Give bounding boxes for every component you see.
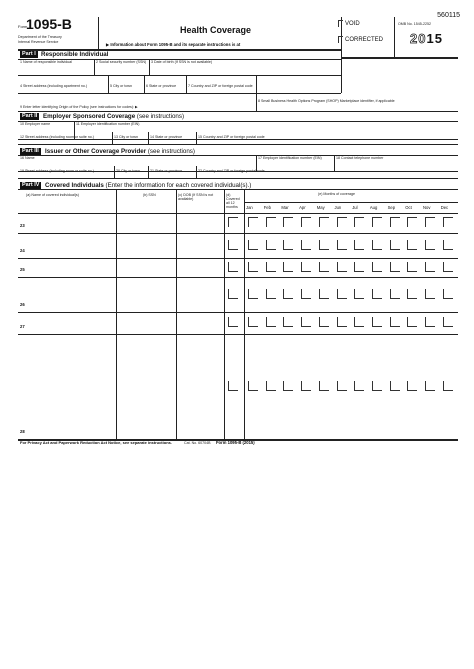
part2-title-sub: (see instructions) (136, 113, 185, 120)
row-number-26: 26 (20, 302, 25, 307)
column-line (116, 189, 117, 439)
month-checkbox-feb[interactable] (266, 240, 276, 250)
month-checkbox-may[interactable] (319, 381, 329, 391)
part3-title-main: Issuer or Other Coverage Provider (45, 148, 147, 155)
month-checkbox-nov[interactable] (425, 240, 435, 250)
month-header-jun: Jun (334, 205, 342, 210)
month-header-nov: Nov (423, 205, 431, 210)
covered-all-12-checkbox[interactable] (228, 240, 238, 250)
row-number-28: 28 (20, 429, 25, 434)
month-checkbox-feb[interactable] (266, 217, 276, 227)
part1-title: Responsible Individual (41, 51, 109, 58)
month-checkbox-sep[interactable] (390, 381, 400, 391)
month-checkbox-aug[interactable] (372, 317, 382, 327)
dept-line2: Internal Revenue Service (18, 40, 59, 44)
month-checkbox-jan[interactable] (248, 240, 258, 250)
field-8-label: 8 Small Business Health Options Program (SHOP) Marketplace identifier, if applicable (258, 99, 395, 103)
month-checkbox-jun[interactable] (337, 381, 347, 391)
month-checkbox-mar[interactable] (283, 240, 293, 250)
tax-year-suffix: 15 (426, 31, 443, 46)
month-checkbox-apr[interactable] (301, 240, 311, 250)
month-checkbox-dec[interactable] (443, 289, 453, 299)
month-checkbox-apr[interactable] (301, 317, 311, 327)
month-checkbox-aug[interactable] (372, 289, 382, 299)
month-checkbox-jan[interactable] (248, 289, 258, 299)
month-checkbox-feb[interactable] (266, 317, 276, 327)
month-checkbox-aug[interactable] (372, 217, 382, 227)
corrected-checkbox[interactable] (338, 36, 343, 43)
month-header-oct: Oct (405, 205, 412, 210)
field-17-label: 17 Employer identification number (EIN) (258, 156, 322, 160)
month-checkbox-dec[interactable] (443, 217, 453, 227)
part1-label: Part I (22, 51, 36, 57)
row-divider (18, 312, 458, 313)
month-checkbox-jun[interactable] (337, 289, 347, 299)
tax-year (410, 32, 443, 45)
month-checkbox-nov[interactable] (425, 317, 435, 327)
month-checkbox-apr[interactable] (301, 217, 311, 227)
month-checkbox-mar[interactable] (283, 289, 293, 299)
month-header-aug: Aug (369, 205, 378, 210)
month-checkbox-may[interactable] (319, 262, 329, 272)
month-checkbox-aug[interactable] (372, 240, 382, 250)
part3-label: Part III (22, 148, 39, 154)
covered-all-12-checkbox[interactable] (228, 317, 238, 327)
void-label: VOID (345, 21, 360, 27)
month-checkbox-dec[interactable] (443, 240, 453, 250)
row-number-23: 23 (20, 223, 25, 228)
part4-title-main: Covered Individuals (45, 182, 104, 189)
field-16-label: 16 Name (20, 156, 35, 160)
covered-all-12-checkbox[interactable] (228, 217, 238, 227)
month-checkbox-aug[interactable] (372, 381, 382, 391)
month-checkbox-nov[interactable] (425, 381, 435, 391)
part3-title-sub: (see instructions) (147, 148, 195, 155)
month-checkbox-jul[interactable] (354, 262, 364, 272)
month-checkbox-may[interactable] (319, 289, 329, 299)
month-checkbox-nov[interactable] (425, 262, 435, 272)
form-title: Health Coverage (180, 25, 252, 35)
month-checkbox-jul[interactable] (354, 289, 364, 299)
month-checkbox-dec[interactable] (443, 317, 453, 327)
tax-year-prefix: 20 (410, 31, 427, 46)
month-checkbox-mar[interactable] (283, 381, 293, 391)
column-line (176, 189, 177, 439)
field-22-label: 22 Country and ZIP or foreign postal code (198, 169, 265, 173)
month-checkbox-sep[interactable] (390, 262, 400, 272)
field-11-label: 11 Employer identification number (EIN) (76, 122, 140, 126)
part4-title (45, 182, 251, 189)
month-checkbox-dec[interactable] (443, 262, 453, 272)
month-checkbox-jul[interactable] (354, 381, 364, 391)
month-header-jan: Jan (246, 205, 253, 210)
col-b-header: (b) SSN (143, 193, 156, 197)
month-checkbox-oct[interactable] (407, 381, 417, 391)
month-checkbox-oct[interactable] (407, 217, 417, 227)
covered-all-12-checkbox[interactable] (228, 262, 238, 272)
field-21-label: 21 State or province (150, 169, 183, 173)
month-checkbox-mar[interactable] (283, 317, 293, 327)
omb-number: OMB No. 1545-2252 (398, 22, 431, 26)
month-checkbox-jun[interactable] (337, 240, 347, 250)
part3-title (45, 148, 195, 155)
month-header-feb: Feb (263, 205, 271, 210)
part4-label: Part IV (22, 182, 40, 188)
month-header-dec: Dec (440, 205, 449, 210)
month-checkbox-jul[interactable] (354, 217, 364, 227)
month-header-jul: Jul (352, 205, 358, 210)
row-number-24: 24 (20, 248, 25, 253)
row-divider (18, 277, 458, 278)
dept-line1: Department of the Treasury (18, 35, 62, 39)
form-id-number: 560115 (437, 12, 460, 19)
field-12-label: 12 Street address (including room or suite no.) (20, 135, 94, 139)
row-number-27: 27 (20, 324, 25, 329)
covered-all-12-checkbox[interactable] (228, 289, 238, 299)
form-word: Form (18, 24, 28, 29)
field-10-label: 10 Employer name (20, 122, 51, 126)
col-c-header: (c) DOB (If SSN is not available) (178, 193, 214, 201)
field-15-label: 15 Country and ZIP or foreign postal code (198, 135, 265, 139)
month-checkbox-apr[interactable] (301, 262, 311, 272)
month-checkbox-oct[interactable] (407, 262, 417, 272)
part2-title-main: Employer Sponsored Coverage (43, 113, 136, 120)
month-header-apr: Apr (299, 205, 306, 210)
month-checkbox-jun[interactable] (337, 262, 347, 272)
cat-number: Cat. No. 60704B (184, 441, 211, 445)
col-e-header: (e) Months of coverage (318, 192, 355, 196)
month-header-mar: Mar (281, 205, 289, 210)
row-divider (18, 258, 458, 259)
month-checkbox-nov[interactable] (425, 217, 435, 227)
field-1-label: 1 Name of responsible individual (20, 60, 72, 64)
field-3-label: 3 Date of birth (If SSN is not available) (151, 60, 213, 64)
month-checkbox-dec[interactable] (443, 381, 453, 391)
void-checkbox[interactable] (338, 20, 343, 27)
month-checkbox-jan[interactable] (248, 262, 258, 272)
month-checkbox-aug[interactable] (372, 262, 382, 272)
month-checkbox-apr[interactable] (301, 381, 311, 391)
covered-all-12-checkbox[interactable] (228, 381, 238, 391)
field-7-label: 7 Country and ZIP or foreign postal code (188, 84, 253, 88)
month-header-may: May (316, 205, 325, 210)
field-19-label: 19 Street address (including room or suite no.) (20, 169, 94, 173)
field-5-label: 5 City or town (110, 84, 132, 88)
privacy-notice: For Privacy Act and Paperwork Reduction Act Notice, see separate instructions. (20, 440, 172, 445)
month-checkbox-sep[interactable] (390, 289, 400, 299)
month-checkbox-mar[interactable] (283, 217, 293, 227)
month-checkbox-may[interactable] (319, 217, 329, 227)
row-number-25: 25 (20, 267, 25, 272)
month-checkbox-may[interactable] (319, 317, 329, 327)
month-checkbox-jan[interactable] (248, 217, 258, 227)
part4-title-sub: (Enter the information for each covered individual(s).) (105, 182, 252, 189)
month-checkbox-oct[interactable] (407, 289, 417, 299)
month-checkbox-sep[interactable] (390, 217, 400, 227)
field-6-label: 6 State or province (146, 84, 177, 88)
month-checkbox-feb[interactable] (266, 262, 276, 272)
month-checkbox-jun[interactable] (337, 317, 347, 327)
month-checkbox-nov[interactable] (425, 289, 435, 299)
month-checkbox-sep[interactable] (390, 317, 400, 327)
month-checkbox-feb[interactable] (266, 381, 276, 391)
corrected-label: CORRECTED (345, 37, 384, 43)
part2-title (43, 113, 184, 120)
month-checkbox-jan[interactable] (248, 317, 258, 327)
month-checkbox-apr[interactable] (301, 289, 311, 299)
header-bottom-line (18, 213, 458, 214)
form-ref: Form 1095-B (2015) (216, 440, 255, 445)
info-line: ▶ Information about Form 1095-B and its separate instructions is at (106, 42, 241, 47)
months-divider (244, 202, 458, 203)
month-checkbox-sep[interactable] (390, 240, 400, 250)
field-4-label: 4 Street address (including apartment no.) (20, 84, 88, 88)
month-checkbox-jul[interactable] (354, 317, 364, 327)
form-number: 1095-B (26, 16, 72, 32)
field-13-label: 13 City or town (114, 135, 138, 139)
field-2-label: 2 Social security number (SSN) (96, 60, 147, 64)
part2-label: Part II (22, 113, 38, 119)
col-d-header: (d) Covered all 12 months (226, 193, 240, 209)
field-18-label: 18 Contact telephone number (336, 156, 384, 160)
month-checkbox-mar[interactable] (283, 262, 293, 272)
month-checkbox-oct[interactable] (407, 240, 417, 250)
month-checkbox-jan[interactable] (248, 381, 258, 391)
col-a-header: (a) Name of covered individual(s) (26, 193, 79, 197)
month-checkbox-jun[interactable] (337, 217, 347, 227)
row-divider (18, 334, 458, 335)
month-checkbox-feb[interactable] (266, 289, 276, 299)
row-divider (18, 233, 458, 234)
month-checkbox-may[interactable] (319, 240, 329, 250)
month-checkbox-oct[interactable] (407, 317, 417, 327)
field-14-label: 14 State or province (150, 135, 183, 139)
field-9-label: 9 Enter letter identifying Origin of the Policy (see instructions for codes): ▶ (20, 105, 138, 109)
field-20-label: 20 City or town (116, 169, 140, 173)
column-line (244, 189, 245, 439)
month-header-sep: Sep (387, 205, 396, 210)
month-checkbox-jul[interactable] (354, 240, 364, 250)
column-line (224, 189, 225, 439)
